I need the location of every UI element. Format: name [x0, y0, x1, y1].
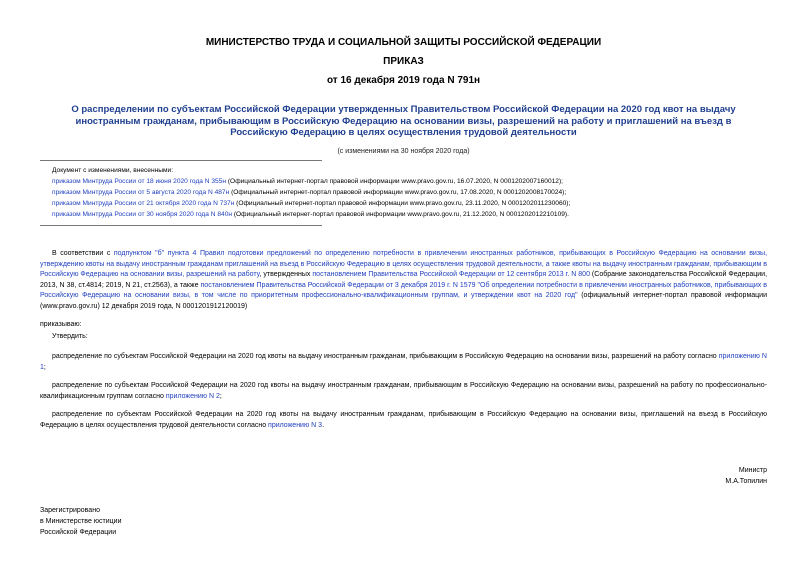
preamble-paragraph: [40, 249, 767, 312]
change-source: (Официальный интернет-портал правовой информации www.pravo.gov.ru, 16.07.2020, N 0001202007160012);: [226, 178, 563, 185]
item-text: распределение по субъектам Российской Федерации на 2020 год квоты на выдачу иностранным гражданам, прибывающим в Российскую Федерацию на основании визы, приглашений на въезд в Российскую Федерацию в целях осуществления трудовой деятельности согласно: [40, 411, 767, 429]
registered-line: Зарегистрировано: [40, 507, 100, 514]
change-item: [52, 209, 569, 220]
change-link[interactable]: приказом Минтруда России от 5 августа 2020 года N 487н: [52, 189, 230, 196]
item-end: ;: [43, 363, 46, 371]
date-number-heading: от 16 декабря 2019 года N 791н: [326, 75, 481, 86]
item-end: ;: [219, 392, 222, 400]
registered-line: Российской Федерации: [40, 529, 117, 536]
preamble-text: , утвержденных: [259, 271, 313, 278]
appendix-3-link[interactable]: приложению N 3: [268, 421, 323, 429]
change-source: (Официальный интернет-портал правовой информации www.pravo.gov.ru, 21.12.2020, N 0001202012210109).: [232, 211, 569, 218]
document-title: О распределении по субъектам Российской Федерации утвержденных Правительством Российской Федерации на 2020 год квот на выдачу иностранным гражданам, прибывающим в Российскую Федерацию на основании визы, разрешений на работу и приглашений на въезд в Российскую Федерацию в целях осуществления трудовой деятельности: [71, 104, 736, 138]
approve-word: Утвердить:: [52, 333, 88, 340]
doc-type-heading: ПРИКАЗ: [383, 56, 424, 67]
ministry-heading: МИНИСТЕРСТВО ТРУДА И СОЦИАЛЬНОЙ ЗАЩИТЫ РОССИЙСКОЙ ФЕДЕРАЦИИ: [205, 37, 602, 48]
appendix-2-link[interactable]: приложению N 2: [165, 392, 220, 400]
appendix-item: [40, 410, 767, 431]
appendix-item: [40, 352, 767, 373]
decree-800-link[interactable]: постановлением Правительства Российской Федерации от 12 сентября 2013 г. N 800: [312, 271, 590, 278]
appendix-item: [40, 381, 767, 402]
change-item: [52, 187, 566, 198]
change-item: [52, 198, 570, 209]
rules-link[interactable]: подпунктом "б" пункта 4 Правил подготовки предложений по определению потребности в привлечении иностранных работников, прибывающих в Российскую Федерацию на основании визы, утверждению квоты на выдачу иностранным гражданам приглашений на въезд в Российскую Федерацию в целях осуществления трудовой деятельности, а также квоты на выдачу иностранным гражданам, прибывающим в Российскую Федерацию на основании визы, разрешений на работу: [40, 250, 768, 278]
change-link[interactable]: приказом Минтруда России от 21 октября 2020 года N 737н: [52, 200, 235, 207]
signature-position: Министр: [738, 467, 767, 474]
item-text: распределение по субъектам Российской Федерации на 2020 год квоты на выдачу иностранным гражданам, прибывающим в Российскую Федерацию на основании визы, разрешений на работу по профессионально-квалификационным группам согласно: [40, 382, 767, 400]
registered-line: в Министерстве юстиции: [40, 518, 122, 525]
preamble-text: (официальный интернет-портал правовой информации (www.pravo.gov.ru) 12 декабря 2019 года, N 0001201912120019): [40, 292, 767, 310]
item-text: распределение по субъектам Российской Федерации на 2020 год квоты на выдачу иностранным гражданам, прибывающим в Российскую Федерацию на основании визы, разрешений на работу согласно: [52, 353, 719, 360]
edition-note: (с изменениями на 30 ноября 2020 года): [337, 148, 470, 155]
change-link[interactable]: приказом Минтруда России от 18 июня 2020 года N 355н: [52, 178, 227, 185]
appendix-1-link[interactable]: приложению N 1: [40, 353, 767, 371]
divider-top: [40, 160, 322, 161]
change-source: (Официальный интернет-портал правовой информации www.pravo.gov.ru, 23.11.2020, N 0001202011230060);: [234, 200, 571, 207]
change-link[interactable]: приказом Минтруда России от 30 ноября 2020 года N 840н: [52, 211, 233, 218]
change-source: (Официальный интернет-портал правовой информации www.pravo.gov.ru, 17.08.2020, N 0001202008170024);: [229, 189, 567, 196]
preamble-text: В соответствии с: [52, 250, 114, 257]
item-end: .: [322, 421, 325, 429]
changes-intro: Документ с изменениями, внесенными:: [52, 167, 174, 174]
divider-bottom: [40, 225, 322, 226]
change-item: [52, 176, 563, 187]
order-word: приказываю:: [40, 321, 82, 328]
signature-name: М.А.Топилин: [725, 478, 767, 485]
preamble-text: (Собрание законодательства Российской Федерации, 2013, N 38, ст.4814; 2019, N 21, ст.2563), а также: [40, 271, 768, 289]
decree-1579-link[interactable]: постановлением Правительства Российской Федерации от 3 декабря 2019 г. N 1579 "Об определении потребности в привлечении иностранных работников, прибывающих в Российскую Федерацию на основании визы, в том числе по приоритетным профессионально-квалификационным группам, и утверждении квот на 2020 год": [40, 281, 767, 299]
